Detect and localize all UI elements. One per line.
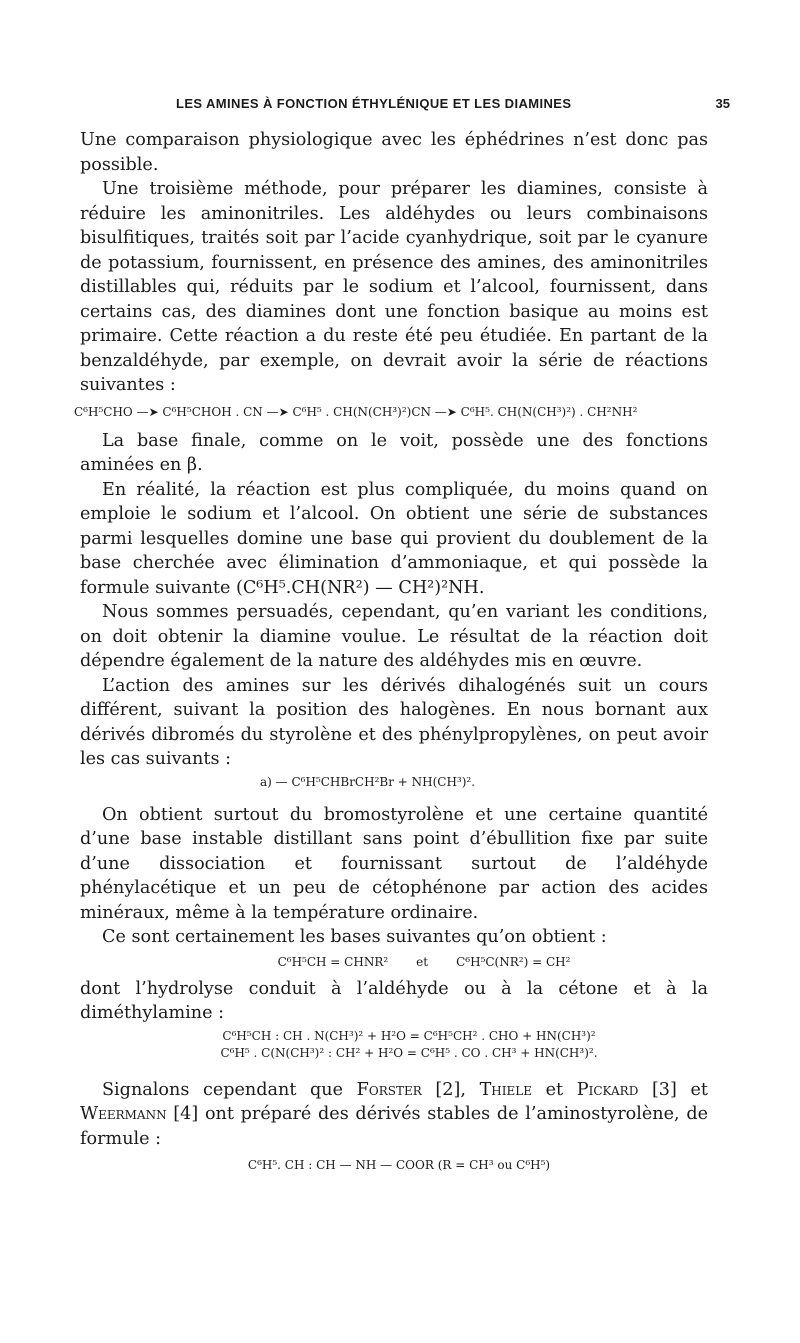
text-run: Signalons cependant que	[102, 1079, 357, 1100]
bases-formula	[80, 954, 708, 971]
paragraph	[80, 1078, 708, 1152]
base-formula-1: C⁶H⁵CH = CHNR²	[277, 954, 389, 969]
text-run: [3] et	[638, 1079, 708, 1100]
paragraph: Nous sommes persuadés, cependant, qu’en variant les conditions, on doit obtenir la diamine voulue. Le résultat de la réaction doit dépendre également de la nature des aldéhydes mis en œuvre.	[80, 602, 708, 671]
hydrolysis-formulas	[80, 1028, 708, 1062]
base-formula-2: C⁶H⁵C(NR²) = CH²	[456, 954, 571, 969]
author-forster: Forster	[356, 1079, 422, 1100]
aminostyrolene-formula: C⁶H⁵. CH : CH — NH — COOR (R = CH³ ou C⁶H⁵)	[247, 1158, 551, 1172]
paragraph: dont l’hydrolyse conduit à l’aldéhyde ou à la cétone et à la diméthylamine :	[80, 978, 708, 1023]
running-title: LES AMINES À FONCTION ÉTHYLÉNIQUE ET LES DIAMINES	[176, 96, 572, 111]
base-separator: et	[416, 954, 429, 969]
reaction-series-formula: C⁶H⁵CHO —➤ C⁶H⁵CHOH . CN —➤ C⁶H⁵ . CH(N(CH³)²)CN —➤ C⁶H⁵. CH(N(CH³)²) . CH²NH²	[74, 404, 638, 419]
paragraph: Une troisième méthode, pour préparer les diamines, consiste à réduire les aminonitriles. Les aldéhydes ou leurs combinaisons bisulfitiques, traités soit par l’acide cyanhydrique, soit par le cyanure de potassium, fournissent, en présence des amines, des aminonitriles distillables qui, réduits par le sodium et l’alcool, fournissent, dans certains cas, des diamines dont une fonction basique au moins est primaire. Cette réaction a du reste été peu étudiée. En partant de la benzaldéhyde, par exemple, on devrait avoir la série de réactions suivantes :	[80, 179, 708, 395]
hydrolysis-formula-1: C⁶H⁵CH : CH . N(CH³)² + H²O = C⁶H⁵CH² . CHO + HN(CH³)²	[222, 1028, 596, 1043]
hydrolysis-formula-2: C⁶H⁵ . C(N(CH³)² : CH² + H²O = C⁶H⁵ . CO . CH³ + HN(CH³)².	[220, 1045, 598, 1060]
text-run: et	[532, 1079, 577, 1100]
case-a-formula: a) — C⁶H⁵CHBrCH²Br + NH(CH³)².	[260, 774, 476, 789]
text-run: [4] ont préparé des dérivés stables de l’aminostyrolène, de formule :	[80, 1104, 708, 1149]
author-pickard: Pickard	[576, 1079, 639, 1100]
paragraph: On obtient surtout du bromostyrolène et une certaine quantité d’une base instable distillant sans point d’ébullition fixe par suite d’une dissociation et fournissant surtout de l’aldéhyde phénylacétique et un peu de cétophénone par action des acides minéraux, même à la température ordinaire.	[80, 804, 708, 923]
page-body	[74, 128, 708, 1174]
paragraph: Une comparaison physiologique avec les éphédrines n’est donc pas possible.	[80, 130, 708, 175]
paragraph: En réalité, la réaction est plus compliquée, du moins quand on emploie le sodium et l’alcool. On obtient une série de substances parmi lesquelles domine une base qui provient du doublement de la base cherchée avec élimination d’ammoniaque, et qui possède la formule suivante (C⁶H⁵.CH(NR²) — CH²)²NH.	[80, 479, 708, 598]
paragraph: L’action des amines sur les dérivés dihalogénés suit un cours différent, suivant la position des halogènes. En nous bornant aux dérivés dibromés du styrolène et des phénylpropylènes, on peut avoir les cas suivants :	[80, 675, 708, 769]
page-header	[80, 96, 730, 118]
author-thiele: Thiele	[479, 1079, 532, 1100]
author-weermann: Weermann	[80, 1104, 167, 1124]
paragraph: La base finale, comme on le voit, possède une des fonctions aminées en β.	[80, 430, 708, 475]
paragraph: Ce sont certainement les bases suivantes qu’on obtient :	[102, 927, 607, 947]
page-number: 35	[715, 96, 730, 111]
text-run: [2],	[421, 1079, 480, 1100]
